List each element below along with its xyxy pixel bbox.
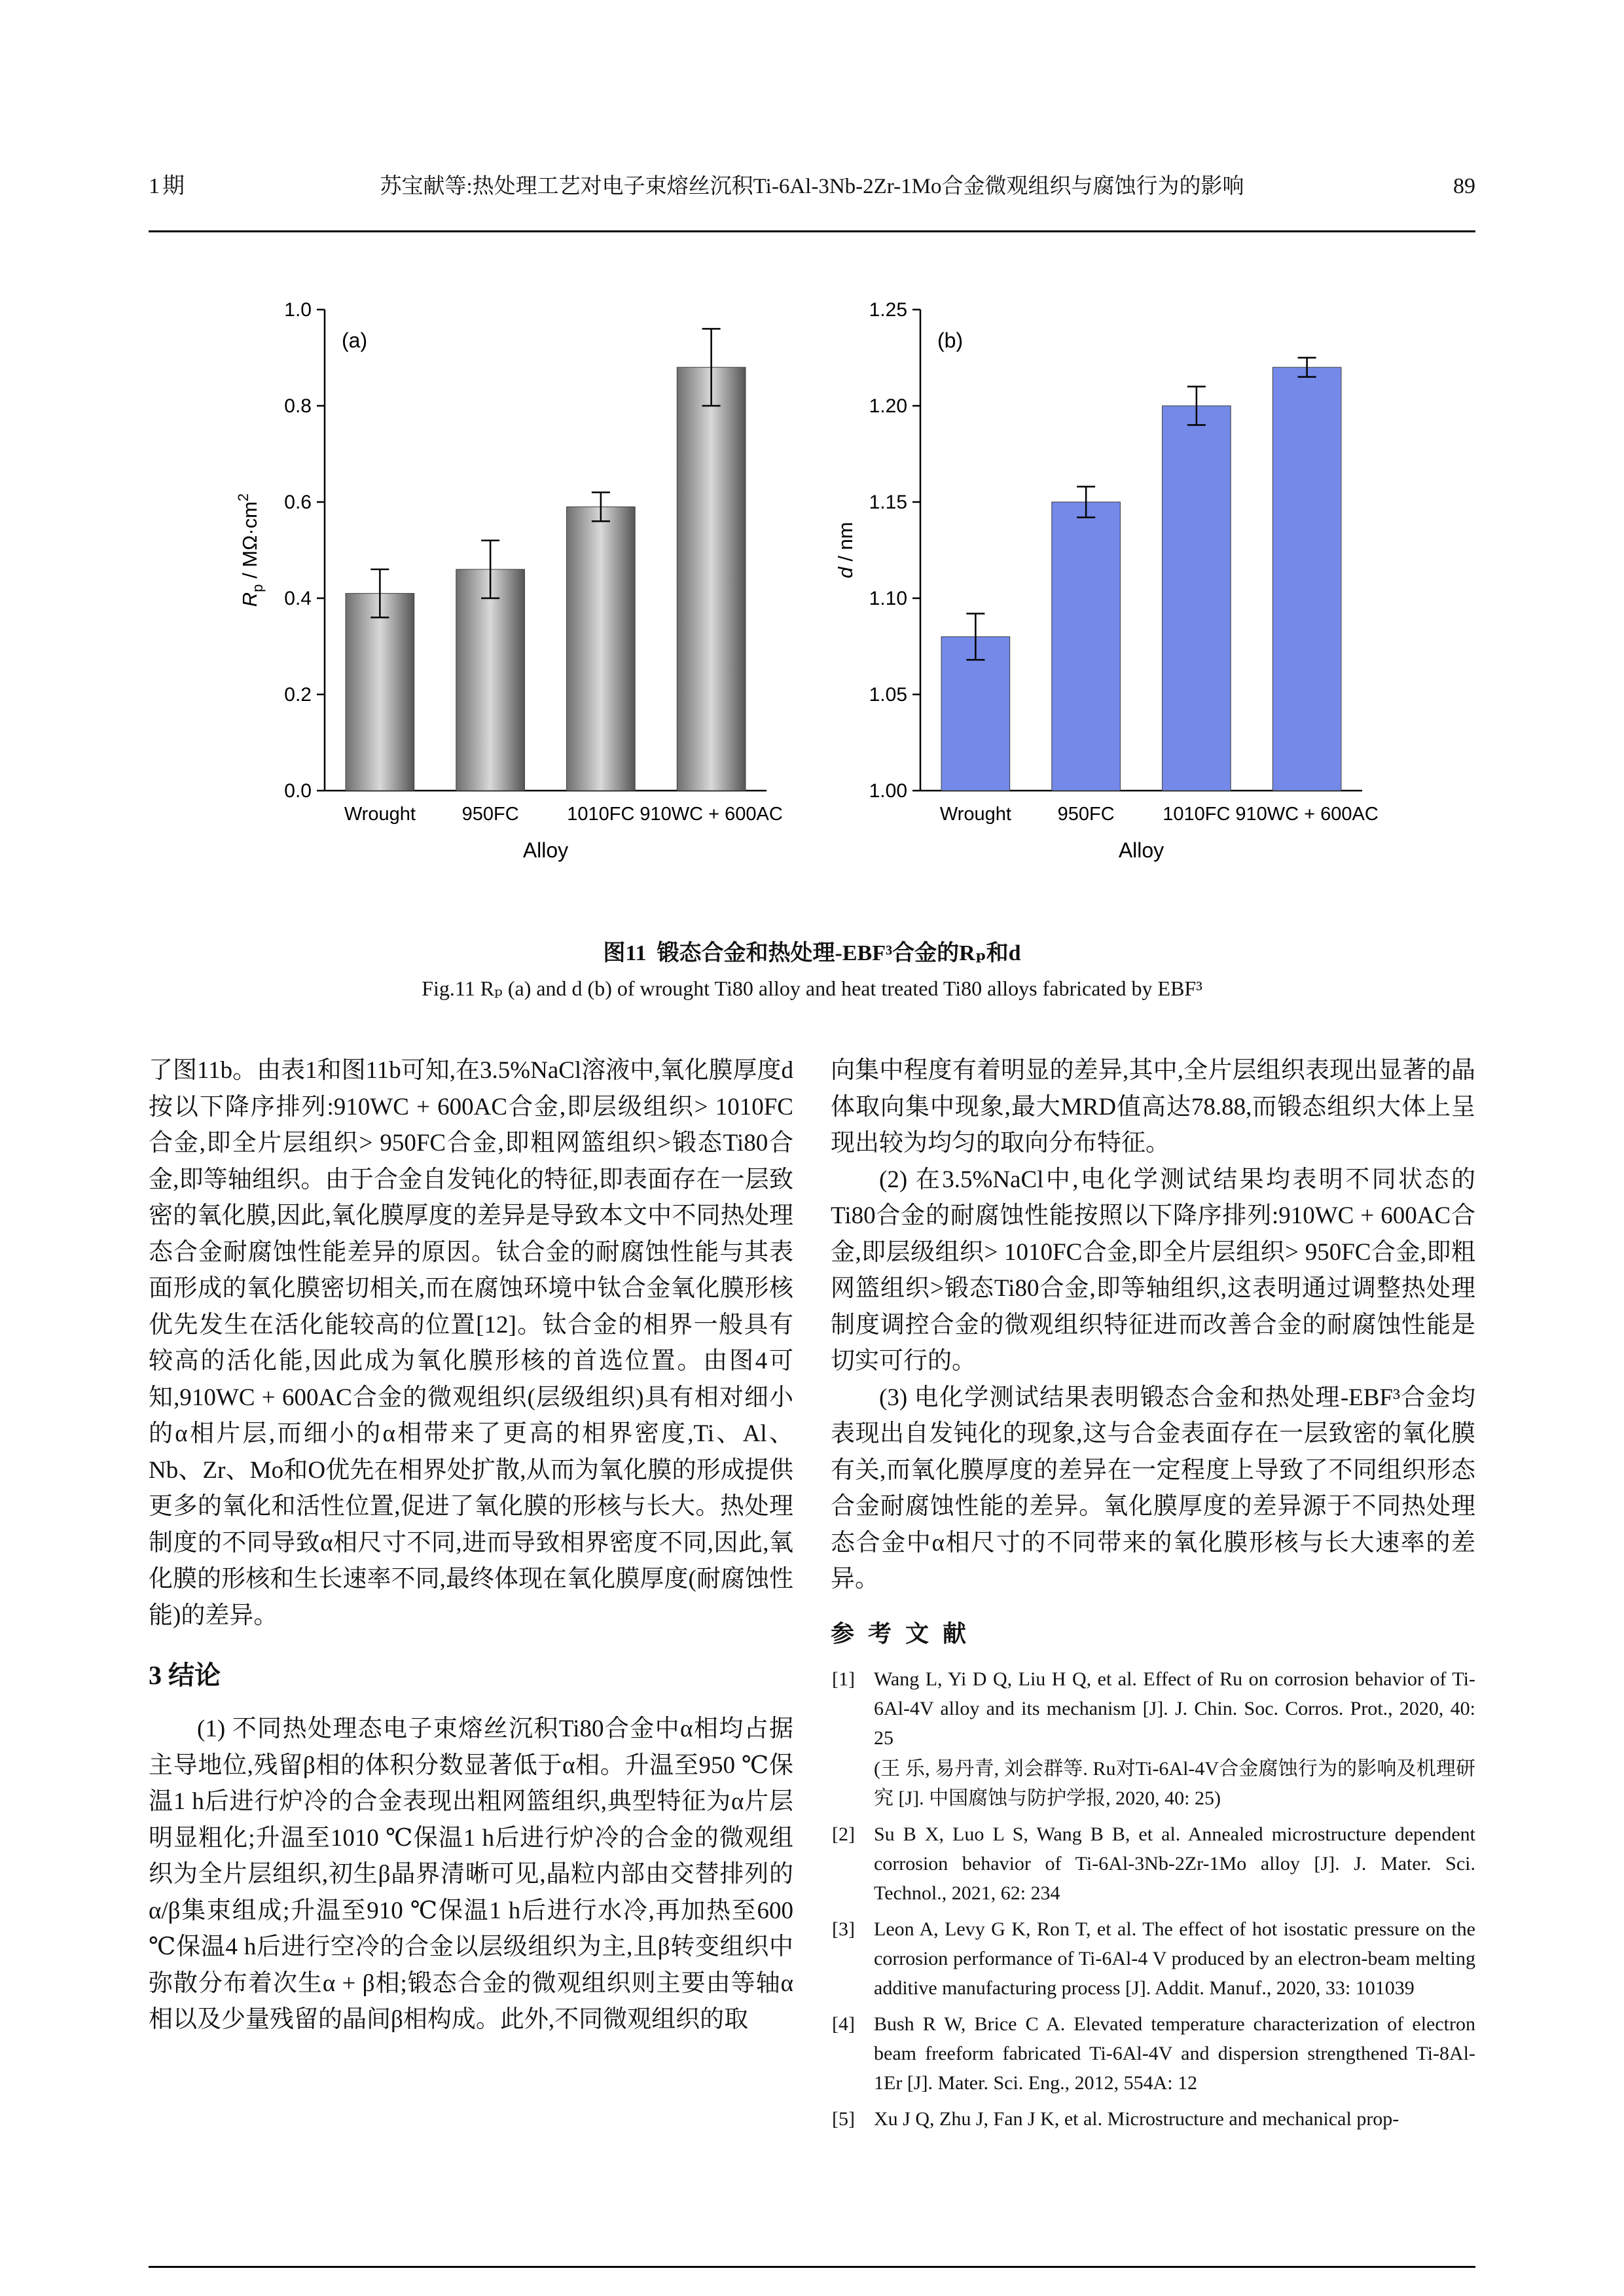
reference-item xyxy=(831,1664,1475,1813)
body-paragraph-conclusion-2: (2) 在3.5%NaCl中,电化学测试结果均表明不同状态的Ti80合金的耐腐蚀性能按照以下降序排列:910WC + 600AC合金,即层级组织> 1010FC合金,即全片层组织> 950FC合金,即粗网篮组织>锻态Ti80合金,即等轴组织,这表明通过调整热处理制度调控合金的微观组织特征进而改善合金的耐腐蚀性能是切实可行的。 xyxy=(831,1166,1475,1374)
x-tick-label: 910WC + 600AC xyxy=(639,804,783,825)
reference-item xyxy=(831,2009,1475,2098)
figure-caption-cn-text: 锻态合金和热处理-EBF³合金的Rₚ和d xyxy=(657,941,1021,965)
chart-b xyxy=(822,287,1398,879)
section-heading-conclusion: 3 结论 xyxy=(149,1660,221,1690)
reference-text-cn: (王 乐, 易丹青, 刘会群等. Ru对Ti-6Al-4V合金腐蚀行为的影响及机理研究 [J]. 中国腐蚀与防护学报, 2020, 40: 25) xyxy=(874,1757,1475,1809)
chart-a xyxy=(226,287,803,879)
y-tick-label: 1.25 xyxy=(869,299,907,321)
y-tick-label: 1.00 xyxy=(869,780,907,802)
reference-number: [5] xyxy=(832,2108,855,2130)
body-column-left xyxy=(149,1052,793,2038)
x-tick-label: 910WC + 600AC xyxy=(1235,804,1379,825)
y-tick-label: 0.2 xyxy=(283,684,312,706)
reference-text: Leon A, Levy G K, Ron T, et al. The effect of hot isostatic pressure on the corrosion performance of Ti-6Al-4 V produced by an electron-beam melting additive manufacturing process [J]. Addit. Manuf., 2020, 33: 101039 xyxy=(874,1918,1475,1999)
reference-item xyxy=(831,2104,1475,2134)
bar-chart-panel-(b) xyxy=(822,287,1398,879)
references-list xyxy=(831,1664,1475,2134)
panel-label: (b) xyxy=(937,329,963,352)
y-tick-label: 1.0 xyxy=(283,299,312,321)
figure-caption-cn-label: 图11 xyxy=(603,941,647,965)
bar-910WC + 600AC xyxy=(677,367,746,791)
y-tick-label: 0.4 xyxy=(283,588,312,609)
y-tick-label: 1.10 xyxy=(869,588,907,609)
references-heading: 参 考 文 献 xyxy=(831,1620,971,1647)
y-axis-label: d / nm xyxy=(833,522,857,579)
y-tick-label: 1.05 xyxy=(869,684,907,706)
x-tick-label: Wrought xyxy=(939,804,1011,825)
reference-text: Wang L, Yi D Q, Liu H Q, et al. Effect of Ru on corrosion behavior of Ti-6Al-4V alloy and its mechanism [J]. J. Chin. Soc. Corros. Prot., 2020, 40: 25 xyxy=(874,1668,1475,1749)
y-tick-label: 1.20 xyxy=(869,395,907,417)
body-column-right xyxy=(831,1052,1475,2140)
y-tick-label: 1.15 xyxy=(869,492,907,513)
bar-950FC xyxy=(456,569,524,791)
reference-number: [1] xyxy=(832,1668,855,1690)
x-tick-label: 950FC xyxy=(1057,804,1115,825)
x-axis-label: Alloy xyxy=(522,838,568,862)
page-header xyxy=(149,168,1475,200)
reference-number: [2] xyxy=(832,1823,855,1845)
running-title: 苏宝献等:热处理工艺对电子束熔丝沉积Ti-6Al-3Nb-2Zr-1Mo合金微观组织与腐蚀行为的影响 xyxy=(380,175,1244,198)
bar-Wrought xyxy=(346,594,414,791)
figure-caption-cn xyxy=(149,935,1475,967)
body-paragraph-conclusion-1: (1) 不同热处理态电子束熔丝沉积Ti80合金中α相均占据主导地位,残留β相的体积分数显著低于α相。升温至950 ℃保温1 h后进行炉冷的合金表现出粗网篮组织,典型特征为α片层明显粗化;升温至1010 ℃保温1 h后进行炉冷的合金的微观组织为全片层组织,初生β晶界清晰可见,晶粒内部由交替排列的α/β集束组成;升温至910 ℃保温1 h后进行水冷,再加热至600 ℃保温4 h后进行空冷的合金以层级组织为主,且β转变组织中弥散分布着次生α + β相;锻态合金的微观组织则主要由等轴α相以及少量残留的晶间β相构成。此外,不同微观组织的取 xyxy=(149,1715,793,2033)
y-tick-label: 0.8 xyxy=(283,395,312,417)
y-tick-label: 0.6 xyxy=(283,492,312,513)
body-paragraph-conclusion-3: (3) 电化学测试结果表明锻态合金和热处理-EBF³合金均表现出自发钝化的现象,这与合金表面存在一层致密的氧化膜有关,而氧化膜厚度的差异在一定程度上导致了不同组织形态合金耐腐蚀性能的差异。氧化膜厚度的差异源于不同热处理态合金中α相尺寸的不同带来的氧化膜形核与长大速率的差异。 xyxy=(831,1384,1475,1592)
y-axis-label: $R_p / M\Omega\cdot cm^2$ xyxy=(234,493,266,607)
bar-1010FC xyxy=(566,507,635,791)
panel-label: (a) xyxy=(341,329,367,352)
x-tick-label: 1010FC xyxy=(1162,804,1230,825)
reference-text: Xu J Q, Zhu J, Fan J K, et al. Microstructure and mechanical prop- xyxy=(874,2108,1399,2130)
reference-number: [3] xyxy=(832,1918,855,1940)
issue-label: 1期 xyxy=(149,174,187,198)
body-paragraph-discussion: 了图11b。由表1和图11b可知,在3.5%NaCl溶液中,氧化膜厚度d按以下降序排列:910WC + 600AC合金,即层级组织> 1010FC合金,即全片层组织> 950FC合金,即粗网篮组织>锻态Ti80合金,即等轴组织。由于合金自发钝化的特征,即表面存在一层致密的氧化膜,因此,氧化膜厚度的差异是导致本文中不同热处理态合金耐腐蚀性能差异的原因。钛合金的耐腐蚀性能与其表面形成的氧化膜密切相关,而在腐蚀环境中钛合金氧化膜形核优先发生在活化能较高的位置[12]。钛合金的相界一般具有较高的活化能,因此成为氧化膜形核的首选位置。由图4可知,910WC + 600AC合金的微观组织(层级组织)具有相对细小的α相片层,而细小的α相带来了更高的相界密度,Ti、Al、Nb、Zr、Mo和O优先在相界处扩散,从而为氧化膜的形成提供更多的氧化和活性位置,促进了氧化膜的形核与长大。热处理制度的不同导致α相尺寸不同,进而导致相界密度不同,因此,氧化膜的形核和生长速率不同,最终体现在氧化膜厚度(耐腐蚀性能)的差异。 xyxy=(149,1057,793,1629)
reference-number: [4] xyxy=(832,2013,855,2035)
body-paragraph-conclusion-1-cont: 向集中程度有着明显的差异,其中,全片层组织表现出显著的晶体取向集中现象,最大MRD值高达78.88,而锻态组织大体上呈现出较为均匀的取向分布特征。 xyxy=(831,1057,1475,1157)
reference-text: Bush R W, Brice C A. Elevated temperature characterization of electron beam freeform fabricated Ti-6Al-4V and dispersion strengthened Ti-8Al-1Er [J]. Mater. Sci. Eng., 2012, 554A: 12 xyxy=(874,2013,1475,2094)
figure-caption xyxy=(149,935,1475,1001)
y-tick-label: 0.0 xyxy=(283,780,312,802)
footer-rule xyxy=(149,2266,1475,2268)
figure-11 xyxy=(149,287,1475,879)
bar-1010FC xyxy=(1162,406,1231,791)
header-rule xyxy=(149,230,1475,232)
page-number: 89 xyxy=(1453,174,1475,198)
x-tick-label: 950FC xyxy=(461,804,519,825)
bar-950FC xyxy=(1051,502,1120,791)
bar-chart-panel-(a) xyxy=(226,287,803,879)
figure-caption-en: Fig.11 Rₚ (a) and d (b) of wrought Ti80 alloy and heat treated Ti80 alloys fabricated by EBF³ xyxy=(422,977,1202,1000)
reference-item xyxy=(831,1914,1475,2003)
x-axis-label: Alloy xyxy=(1118,838,1164,862)
bar-910WC + 600AC xyxy=(1272,367,1341,791)
reference-item xyxy=(831,1820,1475,1908)
reference-text: Su B X, Luo L S, Wang B B, et al. Annealed microstructure dependent corrosion behavior of Ti-6Al-3Nb-2Zr-1Mo alloy [J]. J. Mater. Sci. Technol., 2021, 62: 234 xyxy=(874,1823,1475,1904)
x-tick-label: 1010FC xyxy=(566,804,634,825)
x-tick-label: Wrought xyxy=(344,804,416,825)
